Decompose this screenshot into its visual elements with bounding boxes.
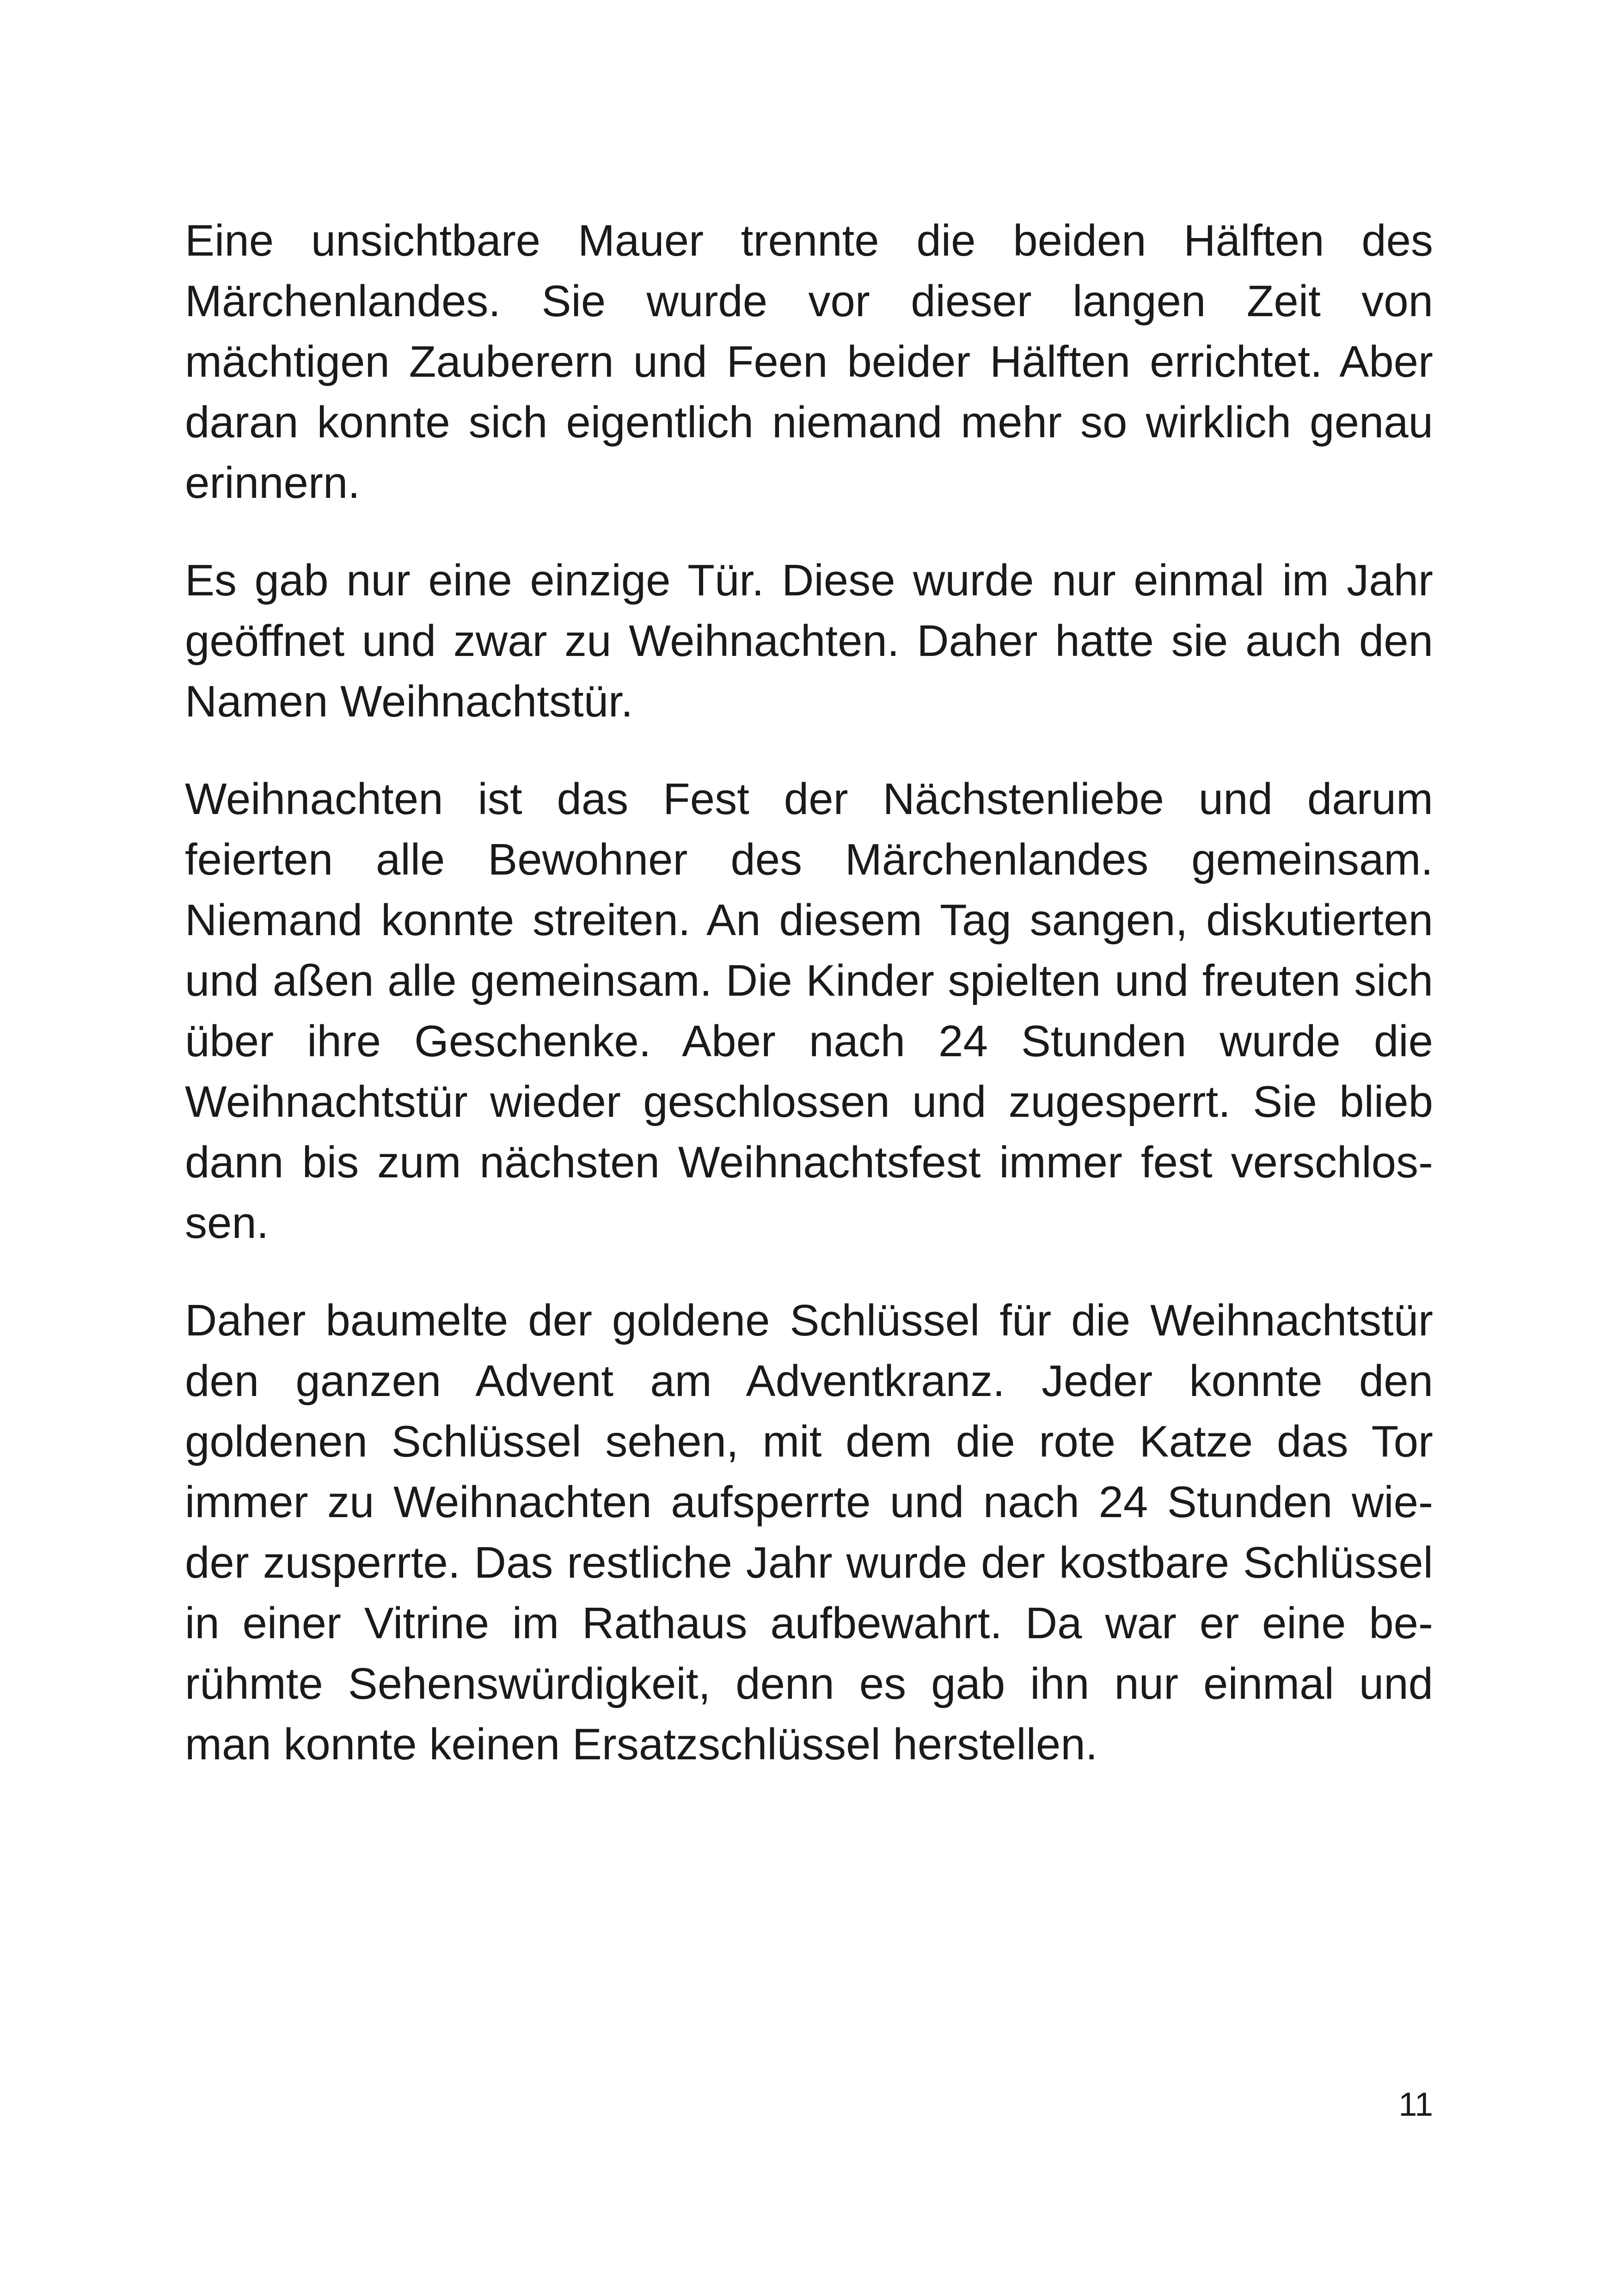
text-line: Niemand konnte streiten. An diesem Tag sangen, diskutierten bbox=[185, 895, 1433, 945]
text-line: rühmte Sehenswürdigkeit, denn es gab ihn nur einmal und bbox=[185, 1659, 1433, 1708]
text-line: Märchenlandes. Sie wurde vor dieser langen Zeit von bbox=[185, 276, 1433, 326]
text-line: und aßen alle gemeinsam. Die Kinder spielten und freuten sich bbox=[185, 956, 1433, 1005]
text-line: feierten alle Bewohner des Märchenlandes gemeinsam. bbox=[185, 835, 1433, 884]
text-line: der zusperrte. Das restliche Jahr wurde der kostbare Schlüssel bbox=[185, 1538, 1433, 1587]
text-line: geöffnet und zwar zu Weihnachten. Daher hatte sie auch den bbox=[185, 616, 1433, 666]
text-line: Weihnachten ist das Fest der Nächstenliebe und darum bbox=[185, 774, 1433, 824]
text-line: Weihnachtstür wieder geschlossen und zugesperrt. Sie blieb bbox=[185, 1077, 1433, 1127]
text-line: dann bis zum nächsten Weihnachtsfest immer fest verschlos- bbox=[185, 1138, 1433, 1187]
body-text bbox=[185, 210, 1433, 1812]
text-line: daran konnte sich eigentlich niemand mehr so wirklich genau bbox=[185, 398, 1433, 447]
paragraph-2 bbox=[185, 550, 1433, 732]
text-line: Es gab nur eine einzige Tür. Diese wurde nur einmal im Jahr bbox=[185, 556, 1433, 605]
text-line: über ihre Geschenke. Aber nach 24 Stunden wurde die bbox=[185, 1016, 1433, 1066]
text-line: immer zu Weihnachten aufsperrte und nach 24 Stunden wie- bbox=[185, 1477, 1433, 1527]
paragraph-3 bbox=[185, 769, 1433, 1253]
text-line: mächtigen Zauberern und Feen beider Hälften errichtet. Aber bbox=[185, 337, 1433, 386]
text-line: erinnern. bbox=[185, 458, 360, 508]
paragraph-4 bbox=[185, 1290, 1433, 1775]
text-line: sen. bbox=[185, 1198, 269, 1248]
paragraph-1 bbox=[185, 210, 1433, 513]
text-line: goldenen Schlüssel sehen, mit dem die rote Katze das Tor bbox=[185, 1417, 1433, 1466]
text-line: man konnte keinen Ersatzschlüssel herstellen. bbox=[185, 1720, 1098, 1769]
text-line: in einer Vitrine im Rathaus aufbewahrt. Da war er eine be- bbox=[185, 1598, 1433, 1648]
text-line: Daher baumelte der goldene Schlüssel für die Weihnachtstür bbox=[185, 1296, 1433, 1345]
text-line: Namen Weihnachtstür. bbox=[185, 677, 633, 726]
text-line: Eine unsichtbare Mauer trennte die beiden Hälften des bbox=[185, 216, 1433, 265]
text-line: den ganzen Advent am Adventkranz. Jeder konnte den bbox=[185, 1356, 1433, 1406]
page-number: 11 bbox=[1398, 2086, 1433, 2123]
